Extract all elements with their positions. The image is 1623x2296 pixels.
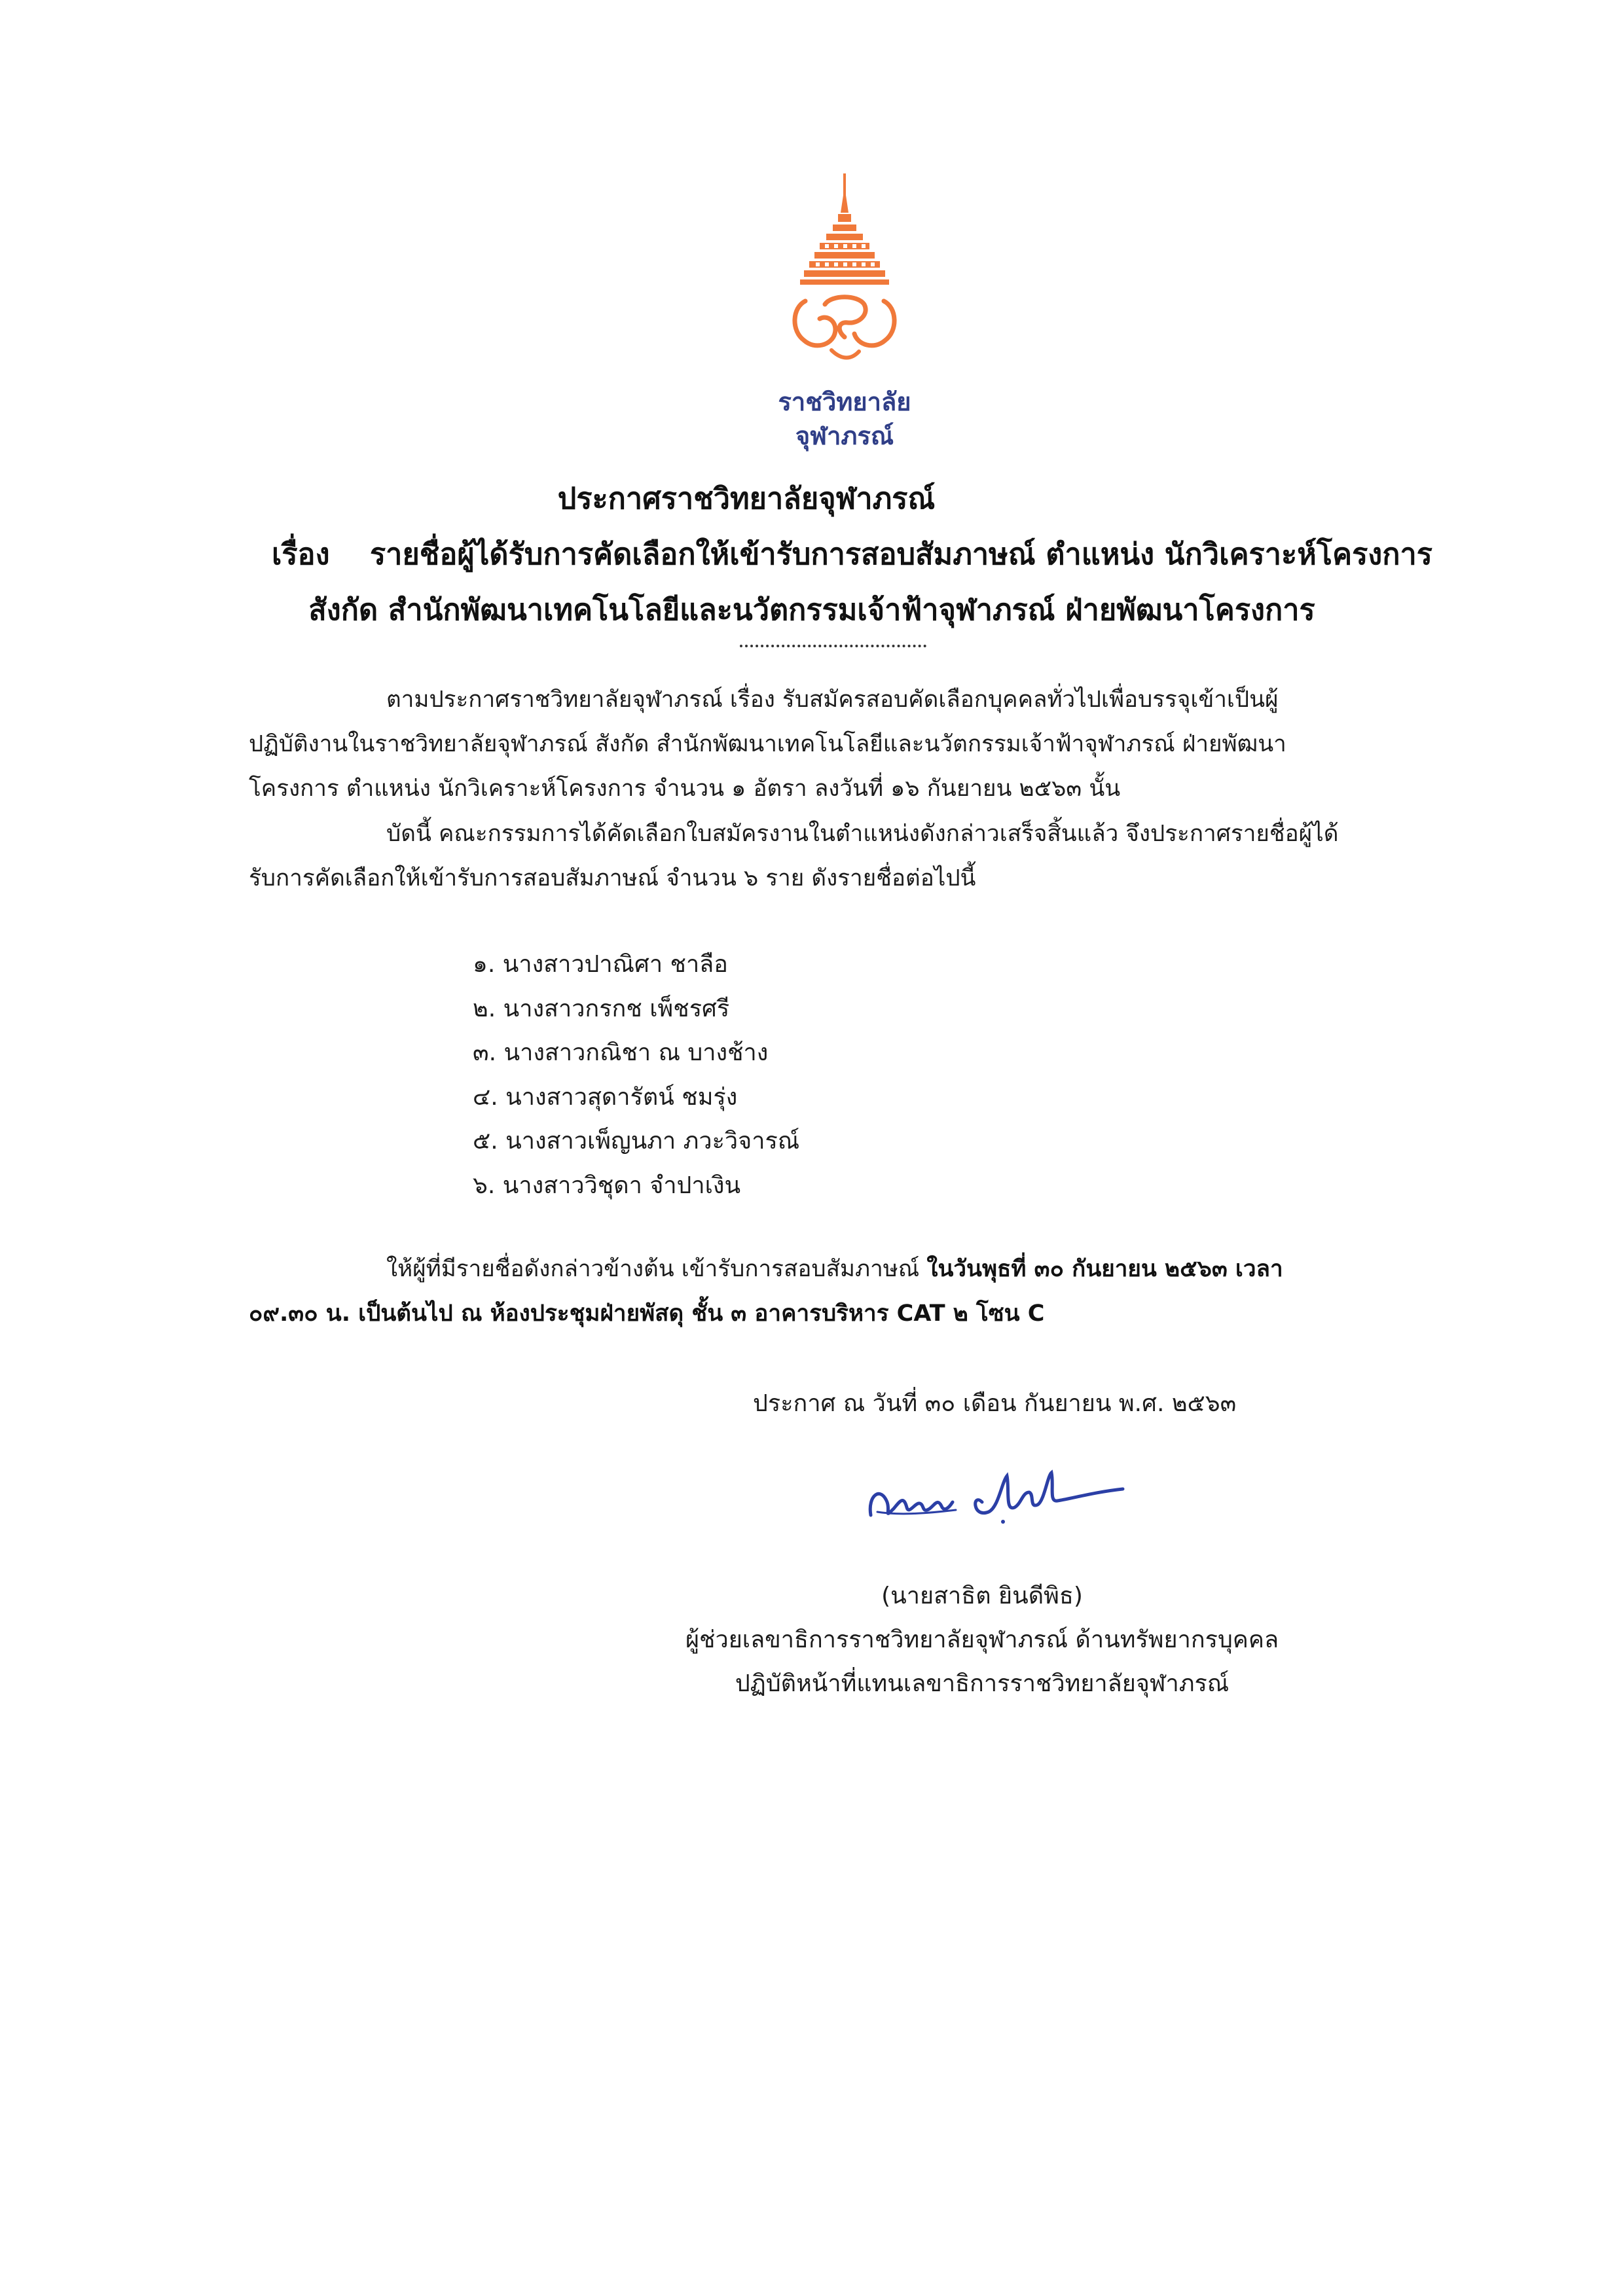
schedule-location: ๐๙.๓๐ น. เป็นต้นไป ณ ห้องประชุมฝ่ายพัสดุ ชั้น ๓ อาคารบริหาร CAT ๒ โซน C: [249, 1300, 1045, 1327]
paragraph-line: [249, 1247, 1421, 1291]
candidate-list: [473, 942, 799, 1208]
signatory-acting-position: ปฏิบัติหน้าที่แทนเลขาธิการราชวิทยาลัยจุฬาภรณ์: [735, 1670, 1230, 1697]
handwritten-signature: [858, 1456, 1133, 1535]
list-item: ๓. นางสาวกณิชา ณ บางช้าง: [473, 1039, 769, 1066]
list-item: ๑. นางสาวปาณิศา ชาลือ: [473, 951, 728, 978]
logo-text-line2: จุฬาภรณ์: [795, 422, 894, 450]
signatory-block: [661, 1574, 1303, 1706]
list-item: ๕. นางสาวเพ็ญนภา ภวะวิจารณ์: [473, 1128, 800, 1155]
subject-line-2: สังกัด สำนักพัฒนาเทคโนโลยีและนวัตกรรมเจ้าฟ้าจุฬาภรณ์ ฝ่ายพัฒนาโครงการ: [308, 592, 1315, 627]
paragraph-line: โครงการ ตำแหน่ง นักวิเคราะห์โครงการ จำนวน ๑ อัตรา ลงวันที่ ๑๖ กันยายน ๒๕๖๓ นั้น: [249, 776, 1121, 802]
subject-label: เรื่อง: [272, 537, 330, 571]
schedule-intro: ให้ผู้ที่มีรายชื่อดังกล่าวข้างต้น เข้ารับการสอบสัมภาษณ์: [386, 1256, 927, 1282]
dotted-divider: [740, 645, 926, 647]
paragraph-reference: [249, 677, 1421, 811]
announcement-date: ประกาศ ณ วันที่ ๓๐ เดือน กันยายน พ.ศ. ๒๕๖๓: [753, 1390, 1237, 1417]
schedule-date: ในวันพุธที่ ๓๐ กันยายน ๒๕๖๓ เวลา: [926, 1256, 1283, 1282]
subject-line-1: [272, 530, 1450, 577]
signatory-name: (นายสาธิต ยินดีพิธ): [881, 1583, 1083, 1609]
list-item: ๖. นางสาววิชุดา จำปาเงิน: [473, 1172, 741, 1199]
subject-text-1: รายชื่อผู้ได้รับการคัดเลือกให้เข้ารับการสอบสัมภาษณ์ ตำแหน่ง นักวิเคราะห์โครงการ: [370, 537, 1432, 571]
paragraph-line: [249, 1291, 1421, 1336]
paragraph-line: รับการคัดเลือกให้เข้ารับการสอบสัมภาษณ์ จำนวน ๖ ราย ดังรายชื่อต่อไปนี้: [249, 865, 976, 891]
paragraph-line: ตามประกาศราชวิทยาลัยจุฬาภรณ์ เรื่อง รับสมัครสอบคัดเลือกบุคคลทั่วไปเพื่อบรรจุเข้าเป็นผู้: [386, 687, 1279, 713]
college-logo: [759, 173, 930, 475]
paragraph-interview-schedule: [249, 1247, 1421, 1336]
signatory-position: ผู้ช่วยเลขาธิการราชวิทยาลัยจุฬาภรณ์ ด้านทรัพยากรบุคคล: [685, 1626, 1279, 1653]
paragraph-line: บัดนี้ คณะกรรมการได้คัดเลือกใบสมัครงานในตำแหน่งดังกล่าวเสร็จสิ้นแล้ว จึงประกาศรายชื่อผู้ได้: [386, 821, 1339, 847]
logo-text-line1: ราชวิทยาลัย: [778, 387, 911, 416]
announcement-title: ประกาศราชวิทยาลัยจุฬาภรณ์: [557, 481, 936, 516]
paragraph-selection: [249, 812, 1421, 901]
paragraph-line: ปฏิบัติงานในราชวิทยาลัยจุฬาภรณ์ สังกัด สำนักพัฒนาเทคโนโลยีและนวัตกรรมเจ้าฟ้าจุฬาภรณ์ ฝ่ายพัฒนา: [249, 731, 1286, 757]
list-item: ๔. นางสาวสุดารัตน์ ชมรุ่ง: [473, 1083, 738, 1111]
list-item: ๒. นางสาวกรกช เพ็ชรศรี: [473, 995, 730, 1022]
college-emblem-icon: [786, 173, 903, 389]
